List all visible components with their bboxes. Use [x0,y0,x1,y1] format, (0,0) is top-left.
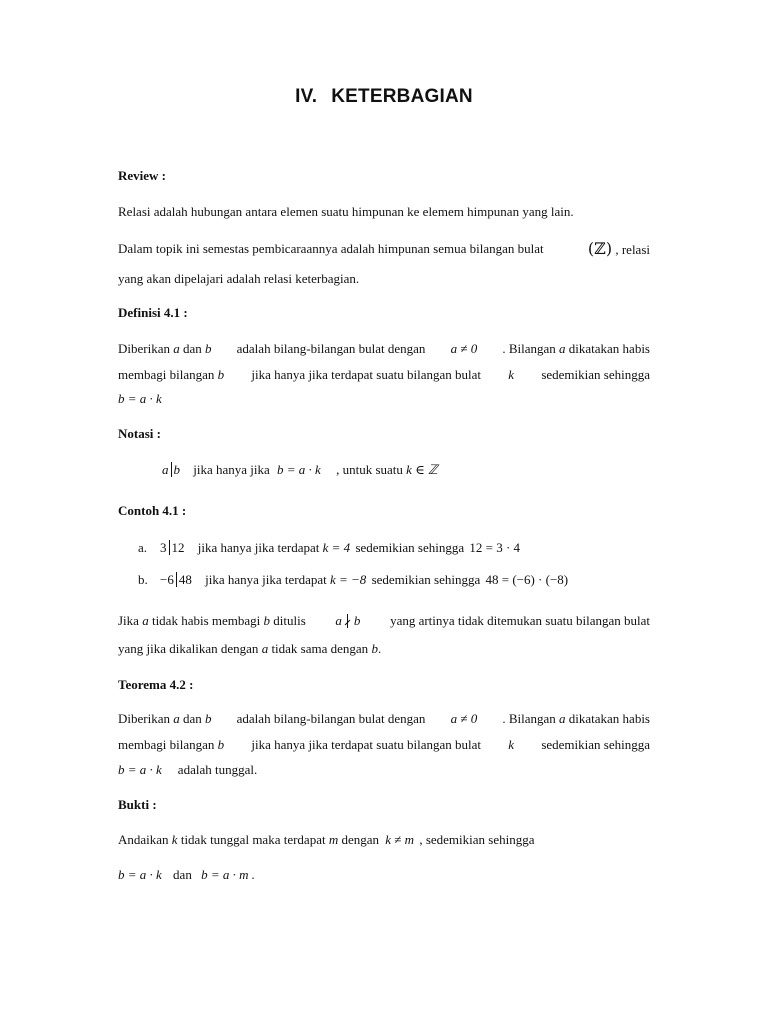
condition-a-nonzero: a ≠ 0 [450,711,478,726]
proof-text: dengan [341,832,380,847]
proof-equation-2: b = a · m . [201,867,255,882]
theorem-line-3 [118,757,650,783]
definition-line-2 [118,362,650,388]
def-text: jika hanya jika terdapat suatu bilangan bulat [251,367,481,382]
chapter-number: IV. [295,86,318,107]
def-text: . Bilangan [502,341,556,356]
var-a: a [559,711,566,726]
text: ditulis [273,613,306,628]
var-b: b [353,613,361,628]
notation-equation: b = a · k [277,462,321,477]
var-b: b [217,737,225,752]
list-marker: b. [138,572,148,587]
definition-equation: b = a · k [118,391,162,406]
thm-text: adalah bilang-bilangan bulat dengan [236,711,426,726]
notation-text: , untuk suatu [336,462,403,477]
not-divides-symbol [344,614,352,628]
var-k: k [171,832,178,847]
thm-text: adalah tunggal. [177,762,258,777]
divides-symbol [176,572,177,587]
thm-text: dikatakan habis [568,711,650,726]
review-paragraph-1: Relasi adalah hubungan antara elemen suatu himpunan ke elemem himpunan yang lain. [118,204,574,219]
example-item-a [138,538,520,558]
thm-text: dan [182,711,202,726]
proof-equation-1: b = a · k [118,867,162,882]
var-k: k [508,737,515,752]
divides-symbol [169,540,170,555]
divisor: 3 [160,540,167,555]
def-text: dan [182,341,202,356]
text: yang artinya tidak ditemukan suatu bilangan bulat [390,613,650,628]
notation-text: jika hanya jika [193,462,270,477]
example-equation: 12 = 3 · 4 [469,540,521,555]
var-a: a [162,462,169,477]
def-text: sedemikian sehingga [541,367,650,382]
divides-symbol [171,462,172,477]
notation-condition: k ∈ ℤ [406,462,438,477]
example-item-b [138,570,568,590]
definition-heading: Definisi 4.1 : [118,305,188,320]
thm-text: Diberikan [118,711,170,726]
text: tidak habis membagi [151,613,261,628]
notation-line [162,457,602,483]
review-heading: Review : [118,168,167,183]
def-text: Diberikan [118,341,170,356]
definition-line-1 [118,336,650,362]
dividend: 12 [171,540,185,555]
proof-line-2 [118,862,650,888]
dividend: 48 [178,572,192,587]
theorem-line-2 [118,732,650,758]
nondivisibility-line-2 [118,636,650,662]
theorem-heading: Teorema 4.2 : [118,677,194,692]
example-heading: Contoh 4.1 : [118,503,187,518]
nondivisibility-line-1 [118,608,650,634]
var-b: b [205,711,212,726]
text: tidak sama dengan [271,641,369,656]
review-paragraph-2-line-2: yang akan dipelajari adalah relasi keterbagian. [118,271,360,286]
var-a: a [173,341,180,356]
chapter-title-text: KETERBAGIAN [331,86,473,107]
var-a: a [559,341,566,356]
thm-text: . Bilangan [502,711,556,726]
var-b: b [263,613,271,628]
def-text: adalah bilang-bilangan bulat dengan [236,341,426,356]
proof-text: Andaikan [118,832,169,847]
thm-text: jika hanya jika terdapat suatu bilangan bulat [251,737,481,752]
review-paragraph-2-line-1 [118,236,650,263]
var-b: b [217,367,225,382]
var-b: b [205,341,212,356]
thm-text: membagi bilangan [118,737,215,752]
var-m: m [328,832,339,847]
var-a: a [173,711,180,726]
proof-text: tidak tunggal maka terdapat [180,832,326,847]
var-b: b [173,462,180,477]
text: yang jika dikalikan dengan [118,641,259,656]
example-equation: 48 = (−6) · (−8) [485,572,569,587]
divisor: −6 [160,572,174,587]
example-text: jika hanya jika terdapat [197,540,320,555]
theorem-line-1 [118,706,650,732]
example-text: sedemikian sehingga [355,540,465,555]
text: Jika [118,613,139,628]
def-text: dikatakan habis [568,341,650,356]
list-marker: a. [138,540,148,555]
condition-k-not-m: k ≠ m [385,832,415,847]
var-b: b [371,641,378,656]
var-a: a [142,613,149,628]
example-text: jika hanya jika terdapat [205,572,327,587]
k-value: k = 4 [322,540,351,555]
proof-text: , sedemikian sehingga [419,832,535,847]
proof-heading: Bukti : [118,797,157,812]
var-k: k [508,367,515,382]
theorem-equation: b = a · k [118,762,162,777]
k-value: k = −8 [329,572,367,587]
chapter-title [0,86,768,108]
notation-heading: Notasi : [118,426,161,441]
var-a: a [335,613,342,628]
review-p2-text: Dalam topik ini semestas pembicaraannya adalah himpunan semua bilangan bulat [118,241,544,256]
integer-set-symbol: (ℤ) [587,239,613,258]
review-p2-tail: , relasi [615,242,650,257]
proof-line-1 [118,827,650,853]
proof-text: dan [173,867,192,882]
text: . [377,641,382,656]
def-text: membagi bilangan [118,367,215,382]
thm-text: sedemikian sehingga [541,737,650,752]
condition-a-nonzero: a ≠ 0 [450,341,478,356]
var-a: a [261,641,269,656]
example-text: sedemikian sehingga [371,572,481,587]
